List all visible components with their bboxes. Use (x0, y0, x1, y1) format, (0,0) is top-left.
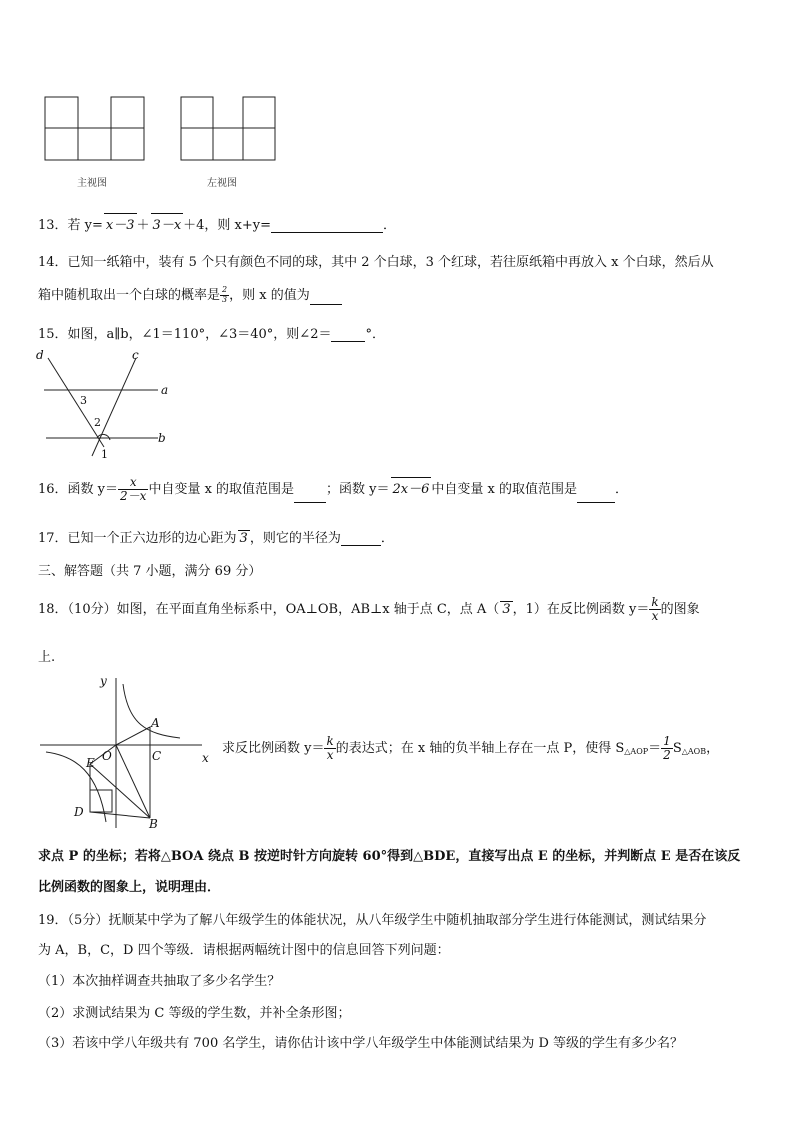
question-19-sub-3: （3）若该中学八年级共有 700 名学生，请你估计该中学八年级学生中体能测试结果为 D 等级的学生有多少名？ (38, 1036, 684, 1051)
question-19-sub-2: （2）求测试结果为 C 等级的学生数，并补全条形图； (38, 1006, 351, 1021)
fraction-x-over-2-minus-x: $\frac{x}{2-x}$ (120, 475, 147, 504)
question-14-line-2: 箱中随机取出一个白球的概率是 $\frac{2}{3}$ ，则 x 的值为 (38, 284, 342, 305)
front-view-figure (44, 96, 156, 162)
question-15: 15．如图，a∥b，∠1＝110°，∠3＝40°，则∠2＝ °． (38, 327, 385, 342)
point-c-label: C (152, 749, 162, 763)
angle-1-label: 1 (101, 448, 108, 461)
fraction-one-half: $\frac{1}{2}$ (663, 734, 671, 763)
fraction-k-over-x: $\frac{k}{x}$ (326, 734, 334, 763)
question-19-line-1: 19．（5分）抚顺某中学为了解八年级学生的体能状况，从八年级学生中随机抽取部分学生进行体能测试，测试结果分 (38, 913, 707, 928)
fraction-k-over-x: $\frac{k}{x}$ (651, 595, 659, 624)
point-d-label: D (74, 805, 84, 819)
sqrt-3-minus-x: 3－x (151, 213, 184, 233)
question-18-side-text: 求反比例函数 y＝ $\frac{k}{x}$ 的表达式；在 x 轴的负半轴上存在一点 P，使得 $S_{\triangle AOP}=$ $\frac{1}{2}$ $S_{\triangle AOB}$， (222, 734, 720, 763)
question-17: 17．已知一个正六边形的边心距为 3 ，则它的半径为 ． (38, 531, 394, 546)
axis-x-label: x (202, 751, 209, 765)
answer-blank (331, 329, 365, 342)
section-three-heading: 三、解答题（共 7 小题，满分 69 分） (38, 564, 262, 579)
left-view-figure (180, 96, 278, 162)
point-a-label: A (151, 716, 160, 730)
question-19-sub-1: （1）本次抽样调查共抽取了多少名学生？ (38, 974, 281, 989)
angle-3-label: 3 (80, 394, 87, 407)
coordinate-figure (36, 672, 216, 830)
answer-blank (577, 490, 615, 503)
question-19-line-2: 为 A，B，C，D 四个等级．请根据两幅统计图中的信息回答下列问题： (38, 943, 450, 958)
label-d: d (36, 348, 44, 362)
sqrt-3: 3 (502, 602, 511, 618)
answer-blank (310, 292, 342, 305)
point-b-label: B (149, 817, 158, 830)
question-16: 16．函数 y＝ $\frac{x}{2-x}$ 中自变量 x 的取值范围是 ；函数 y＝ 2x－6 中自变量 x 的取值范围是 ． (38, 475, 629, 504)
parallel-lines-figure (34, 346, 174, 462)
answer-blank (341, 533, 381, 546)
sqrt-x-minus-3: x－3 (104, 213, 137, 233)
question-18-line-4: 比例函数的图象上，说明理由． (38, 880, 221, 895)
point-o-label: O (102, 749, 112, 763)
sqrt-3: 3 (239, 531, 248, 546)
front-view-caption: 主视图 (77, 178, 107, 189)
left-view-caption: 左视图 (207, 178, 237, 189)
axis-y-label: y (100, 674, 107, 688)
question-18-line-1: 18．（10分）如图，在平面直角坐标系中，OA⊥OB，AB⊥x 轴于点 C，点 A（ 3 ，1）在反比例函数 y＝ $\frac{k}{x}$ 的图象 (38, 595, 700, 624)
question-14-line-1: 14．已知一纸箱中，装有 5 个只有颜色不同的球，其中 2 个白球，3 个红球，若往原纸箱中再放入 x 个白球，然后从 (38, 255, 714, 270)
label-b: b (158, 431, 166, 445)
question-18-line-2: 上. (38, 650, 56, 665)
point-e-label: E (86, 756, 95, 770)
sqrt-2x-minus-6: 2x－6 (391, 477, 432, 497)
angle-2-label: 2 (94, 416, 101, 429)
label-a: a (161, 383, 169, 397)
question-18-line-3: 求点 P 的坐标；若将△BOA 绕点 B 按逆时针方向旋转 60°得到△BDE，直接写出点 E 的坐标，并判断点 E 是否在该反 (38, 849, 741, 864)
label-c: c (132, 348, 139, 362)
answer-blank (271, 220, 383, 233)
answer-blank (294, 490, 326, 503)
question-13: 13．若 y= x－3 ＋ 3－x ＋4，则 x+y= ． (38, 213, 396, 233)
fraction-two-thirds: $\frac{2}{3}$ (222, 285, 228, 304)
